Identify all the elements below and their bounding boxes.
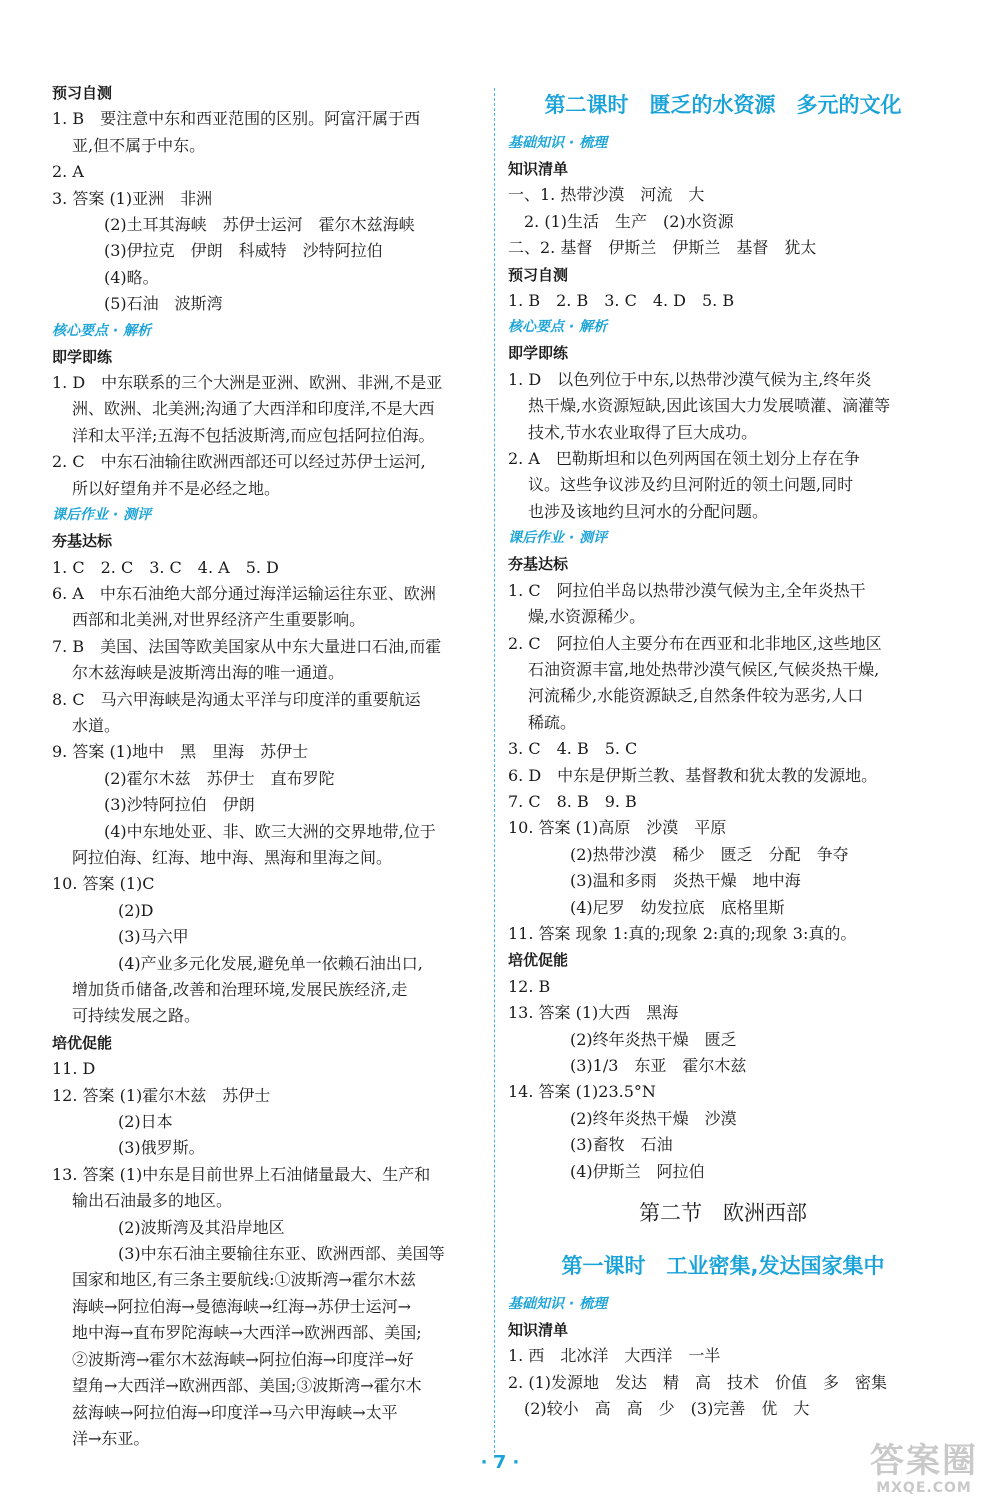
answer-line: 1. C 2. C 3. C 4. A 5. D [52, 557, 279, 577]
answer-line: (2)终年炎热干燥 沙漠 [570, 1108, 737, 1128]
answer-line: 石油资源丰富,地处热带沙漠气候区,气候炎热干燥, [528, 659, 880, 679]
answer-line: 可持续发展之路。 [72, 1006, 201, 1026]
answer-line: 13. 答案 (1)中东是目前世界上石油储量最大、生产和 [52, 1164, 431, 1184]
answer-line: 海峡→阿拉伯海→曼德海峡→红海→苏伊士运河→ [72, 1296, 412, 1316]
answer-line: 3. 答案 (1)亚洲 非洲 [52, 188, 213, 208]
answer-line: 3. C 4. B 5. C [508, 739, 638, 759]
answer-line: 1. D 以色列位于中东,以热带沙漠气候为主,终年炎 [508, 369, 872, 389]
answer-line: 2. (1)生活 生产 (2)水资源 [524, 211, 734, 231]
subsection-heading: 即学即练 [508, 344, 569, 363]
lesson-title: 第二课时 匮乏的水资源 多元的文化 [544, 93, 902, 117]
answer-line: (4)伊斯兰 阿拉伯 [570, 1161, 705, 1181]
answer-line: 热干燥,水资源短缺,因此该国大力发展喷灌、滴灌等 [528, 396, 891, 416]
answer-line: 6. D 中东是伊斯兰教、基督教和犹太教的发源地。 [508, 765, 878, 785]
answer-line: (2)热带沙漠 稀少 匮乏 分配 争夺 [570, 844, 849, 864]
section-heading: 核心要点 · 解析 [52, 322, 152, 339]
answer-line: (3)俄罗斯。 [118, 1138, 205, 1158]
answer-line: 10. 答案 (1)高原 沙漠 平原 [508, 818, 727, 838]
answer-line: 1. B 2. B 3. C 4. D 5. B [508, 291, 735, 311]
subsection-heading: 培优促能 [52, 1033, 113, 1052]
answer-line: 1. 西 北冰洋 大西洋 一半 [508, 1346, 721, 1366]
answer-line: 1. C 阿拉伯半岛以热带沙漠气候为主,全年炎热干 [508, 580, 866, 600]
answer-line: 1. D 中东联系的三个大洲是亚洲、欧洲、非洲,不是亚 [52, 373, 443, 393]
answer-line: (4)中东地处亚、非、欧三大洲的交界地带,位于 [104, 821, 436, 841]
watermark-logo [864, 1442, 984, 1498]
answer-line: 12. 答案 (1)霍尔木兹 苏伊士 [52, 1085, 271, 1105]
answer-line: (3)马六甲 [118, 927, 189, 947]
answer-line: 洲、欧洲、北美洲;沟通了大西洋和印度洋,不是大西 [72, 399, 435, 419]
subsection-heading: 夯基达标 [52, 532, 113, 551]
answer-line: 洋→东亚。 [72, 1428, 150, 1448]
subsection-heading: 夯基达标 [508, 555, 569, 574]
right-column [508, 80, 938, 1423]
answer-line: 13. 答案 (1)大西 黑海 [508, 1003, 679, 1023]
answer-line: 2. A [52, 162, 84, 182]
answer-line: (3)伊拉克 伊朗 科威特 沙特阿拉伯 [104, 241, 383, 261]
answer-line: (3)畜牧 石油 [570, 1135, 673, 1155]
answer-line: (2)终年炎热干燥 匮乏 [570, 1029, 737, 1049]
answer-line: 地中海→直布罗陀海峡→大西洋→欧洲西部、美国; [72, 1323, 422, 1343]
answer-line: 亚,但不属于中东。 [72, 135, 206, 155]
page-number: · 7 · [480, 1452, 520, 1473]
answer-line: 西部和北美洲,对世界经济产生重要影响。 [72, 610, 366, 630]
answer-line: (2)波斯湾及其沿岸地区 [118, 1217, 285, 1237]
lesson-title: 第一课时 工业密集,发达国家集中 [561, 1254, 885, 1279]
section-heading: 基础知识 · 梳理 [508, 1296, 608, 1313]
answer-line: (2)日本 [118, 1112, 173, 1132]
answer-line: 尔木兹海峡是波斯湾出海的唯一通道。 [72, 663, 345, 683]
section-heading: 课后作业 · 测评 [508, 530, 608, 547]
section-heading: 课后作业 · 测评 [52, 507, 152, 524]
column-divider [494, 88, 495, 1458]
answer-line: 国家和地区,有三条主要航线:①波斯湾→霍尔木兹 [72, 1270, 416, 1290]
answer-line: 2. (1)发源地 发达 精 高 技术 价值 多 密集 [508, 1372, 888, 1392]
watermark-url: MXQE.COM [876, 1480, 972, 1496]
answer-line: (2)D [118, 900, 154, 920]
answer-line: 输出石油最多的地区。 [72, 1191, 233, 1211]
answer-line: 燥,水资源稀少。 [528, 607, 646, 627]
subsection-heading: 知识清单 [508, 1321, 569, 1340]
answer-line: 2. A 巴勒斯坦和以色列两国在领土划分上存在争 [508, 449, 860, 469]
answer-line: 1. B 要注意中东和西亚范围的区别。阿富汗属于西 [52, 109, 421, 129]
answer-line: (3)温和多雨 炎热干燥 地中海 [570, 871, 801, 891]
answer-line: 12. B [508, 976, 551, 996]
watermark-text: 答案圈 [870, 1441, 978, 1481]
subsection-heading: 即学即练 [52, 347, 113, 366]
subsection-heading: 预习自测 [52, 84, 113, 102]
answer-line: (3)1/3 东亚 霍尔木兹 [570, 1056, 747, 1075]
subsection-heading: 预习自测 [508, 265, 569, 284]
answer-line: 河流稀少,水能资源缺乏,自然条件较为恶劣,人口 [528, 686, 864, 706]
left-column [52, 80, 482, 1452]
answer-line: 11. D [52, 1059, 96, 1079]
subsection-heading: 知识清单 [508, 160, 569, 178]
chapter-title: 第二节 欧洲西部 [639, 1201, 807, 1226]
answer-line: (2)霍尔木兹 苏伊士 直布罗陀 [104, 768, 335, 788]
answer-line: 增加货币储备,改善和治理环境,发展民族经济,走 [72, 980, 408, 999]
answer-line: 技术,节水农业取得了巨大成功。 [528, 422, 758, 442]
answer-line: ②波斯湾→霍尔木兹海峡→阿拉伯海→印度洋→好 [72, 1349, 414, 1369]
answer-line: 议。这些争议涉及约旦河附近的领土问题,同时 [528, 475, 854, 495]
answer-line: 7. C 8. B 9. B [508, 791, 637, 811]
answer-line: (3)中东石油主要输往东亚、欧洲西部、美国等 [118, 1244, 445, 1264]
answer-line: 稀疏。 [528, 712, 577, 732]
answer-line: 水道。 [72, 715, 121, 735]
answer-line: 7. B 美国、法国等欧美国家从中东大量进口石油,而霍 [52, 636, 442, 656]
answer-line: 二、2. 基督 伊斯兰 伊斯兰 基督 犹太 [508, 238, 817, 258]
answer-line: 阿拉伯海、红海、地中海、黑海和里海之间。 [72, 847, 393, 867]
subsection-heading: 培优促能 [508, 951, 569, 970]
answer-line: (2)土耳其海峡 苏伊士运河 霍尔木兹海峡 [104, 215, 415, 235]
answer-line: 2. C 阿拉伯人主要分布在西亚和北非地区,这些地区 [508, 633, 882, 653]
section-heading: 基础知识 · 梳理 [508, 135, 608, 151]
answer-line: 兹海峡→阿拉伯海→印度洋→马六甲海峡→太平 [72, 1402, 398, 1422]
answer-line: 也涉及该地约旦河水的分配问题。 [528, 501, 769, 521]
section-heading: 核心要点 · 解析 [508, 319, 608, 336]
answer-line: (4)略。 [104, 267, 159, 287]
answer-line: (4)产业多元化发展,避免单一依赖石油出口, [118, 953, 423, 973]
answer-line: (3)沙特阿拉伯 伊朗 [104, 795, 255, 815]
answer-line: (2)较小 高 高 少 (3)完善 优 大 [524, 1399, 810, 1419]
answer-line: 一、1. 热带沙漠 河流 大 [508, 185, 705, 205]
answer-line: (4)尼罗 幼发拉底 底格里斯 [570, 897, 785, 917]
answer-line: (5)石油 波斯湾 [104, 294, 223, 314]
answer-line: 9. 答案 (1)地中 黑 里海 苏伊士 [52, 742, 309, 762]
answer-line: 11. 答案 现象 1:真的;现象 2:真的;现象 3:真的。 [508, 923, 857, 943]
answer-line: 8. C 马六甲海峡是沟通太平洋与印度洋的重要航运 [52, 689, 421, 709]
answer-line: 望角→大西洋→欧洲西部、美国;③波斯湾→霍尔木 [72, 1376, 422, 1396]
answer-line: 10. 答案 (1)C [52, 874, 155, 894]
answer-line: 14. 答案 (1)23.5°N [508, 1082, 656, 1102]
answer-line: 所以好望角并不是必经之地。 [72, 478, 281, 498]
answer-line: 洋和太平洋;五海不包括波斯湾,而应包括阿拉伯海。 [72, 425, 435, 445]
answer-line: 2. C 中东石油输往欧洲西部还可以经过苏伊士运河, [52, 452, 426, 472]
answer-line: 6. A 中东石油绝大部分通过海洋运输运往东亚、欧洲 [52, 583, 436, 603]
